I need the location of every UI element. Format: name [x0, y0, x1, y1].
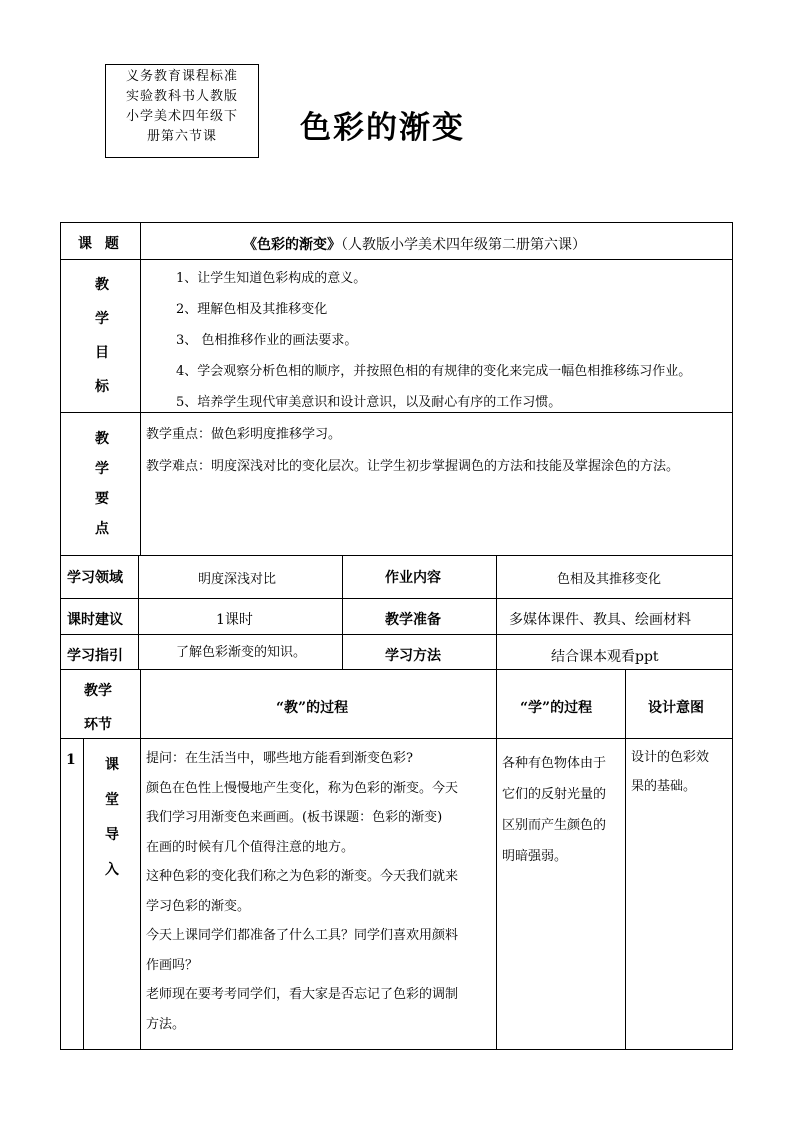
learn-process-text [502, 748, 606, 872]
curriculum-line: 实验教科书人教版 [125, 89, 238, 104]
intent-line: 果的基础。 [631, 779, 697, 794]
key-points-label [90, 424, 114, 544]
key-point-item: 教学重点：做色彩明度推移学习。 [146, 427, 342, 442]
objectives-label-char: 教 [95, 277, 109, 293]
key-points-label-char: 点 [95, 521, 109, 537]
stage-name [100, 748, 124, 888]
row-divider [60, 634, 733, 635]
teach-line: 提问：在生活当中，哪些地方能看到渐变色彩? [146, 751, 413, 766]
info-value: 结合课本观看ppt [551, 649, 659, 665]
info-value: 明度深浅对比 [198, 572, 277, 587]
key-points-label-char: 学 [95, 461, 109, 477]
col-divider [140, 669, 141, 1050]
objective-item: 1、让学生知道色彩构成的意义。 [176, 271, 367, 286]
teach-line: 方法。 [146, 1016, 186, 1032]
teach-process-header: “教”的过程 [276, 700, 349, 716]
design-intent-text [631, 743, 709, 801]
teach-line: 这种色彩的变化我们称之为色彩的渐变。今天我们就来 [146, 869, 459, 884]
row-divider [60, 259, 733, 260]
info-label: 学习指引 [67, 648, 123, 664]
row-divider [60, 412, 733, 413]
objective-item: 4、学会观察分析色相的顺序，并按照色相的有规律的变化来完成一幅色相推移练习作业。 [176, 364, 692, 379]
info-value: 多媒体课件、教具、绘画材料 [509, 612, 691, 628]
objectives-label [90, 268, 114, 404]
info-label: 作业内容 [385, 570, 441, 586]
key-points-label-char: 教 [95, 431, 109, 447]
stage-header: 环节 [84, 717, 112, 733]
info-value: 色相及其推移变化 [557, 572, 662, 587]
lesson-value [243, 234, 586, 254]
key-point-item: 教学难点：明度深浅对比的变化层次。让学生初步掌握调色的方法和技能及掌握涂色的方法。 [146, 459, 680, 474]
learn-process-header: “学”的过程 [520, 700, 593, 716]
learn-line: 区别而产生颜色的 [502, 818, 607, 833]
info-value: 1课时 [216, 612, 253, 628]
lesson-edition: （人教版小学美术四年级第二册第六课） [341, 237, 586, 253]
col-divider [83, 738, 84, 1050]
teach-line: 今天上课同学们都准备了什么工具？同学们喜欢用颜料 [146, 928, 459, 943]
row-divider [60, 555, 733, 556]
info-label: 学习方法 [385, 648, 441, 664]
stage-name-char: 导 [105, 827, 119, 843]
col-divider [140, 222, 141, 555]
teach-line: 老师现在要考考同学们，看大家是否忘记了色彩的调制 [146, 987, 459, 1002]
col-divider [342, 555, 343, 669]
objective-item: 5、培养学生现代审美意识和设计意识，以及耐心有序的工作习惯。 [176, 395, 562, 410]
curriculum-line: 义务教育课程标准 [125, 69, 238, 84]
learn-line: 明暗强弱。 [502, 849, 568, 864]
intent-line: 设计的色彩效 [631, 750, 710, 765]
stage-name-char: 堂 [105, 792, 119, 808]
info-label: 课时建议 [67, 612, 123, 628]
col-divider [496, 669, 497, 1050]
teach-line: 我们学习用渐变色来画画。(板书课题：色彩的渐变) [146, 810, 443, 825]
objectives-label-char: 标 [95, 379, 109, 395]
curriculum-box [105, 64, 259, 158]
info-value: 了解色彩渐变的知识。 [176, 645, 307, 660]
design-intent-header: 设计意图 [648, 700, 704, 716]
row-divider [60, 669, 733, 670]
objectives-label-char: 学 [95, 311, 109, 327]
col-divider [138, 555, 139, 669]
info-label: 教学准备 [385, 612, 441, 628]
curriculum-line: 小学美术四年级下 [125, 109, 238, 124]
objective-item: 2、理解色相及其推移变化 [176, 302, 328, 317]
lesson-label: 课 题 [78, 236, 119, 252]
lesson-book-title: 《色彩的渐变》 [243, 237, 341, 253]
row-divider [60, 738, 733, 739]
row-divider [60, 598, 733, 599]
teach-process-text [146, 744, 458, 1039]
teach-line: 颜色在色性上慢慢地产生变化，称为色彩的渐变。今天 [146, 780, 459, 796]
stage-name-char: 入 [105, 862, 119, 878]
curriculum-line: 册第六节课 [146, 129, 217, 144]
stage-header: 教学 [84, 683, 112, 699]
document-title: 色彩的渐变 [300, 110, 465, 146]
learn-line: 它们的反射光量的 [502, 787, 607, 802]
objective-item: 3、 色相推移作业的画法要求。 [176, 333, 358, 348]
learn-line: 各种有色物体由于 [502, 756, 607, 771]
teach-line: 作画吗？ [146, 957, 199, 973]
col-divider [625, 669, 626, 1050]
stage-name-char: 课 [105, 757, 119, 773]
objectives-label-char: 目 [95, 345, 109, 361]
col-divider [496, 555, 497, 669]
info-label: 学习领域 [67, 570, 123, 586]
teach-line: 学习色彩的渐变。 [146, 898, 251, 914]
key-points-label-char: 要 [95, 491, 109, 507]
stage-number: 1 [66, 752, 76, 768]
teach-line: 在画的时候有几个值得注意的地方。 [146, 839, 355, 855]
